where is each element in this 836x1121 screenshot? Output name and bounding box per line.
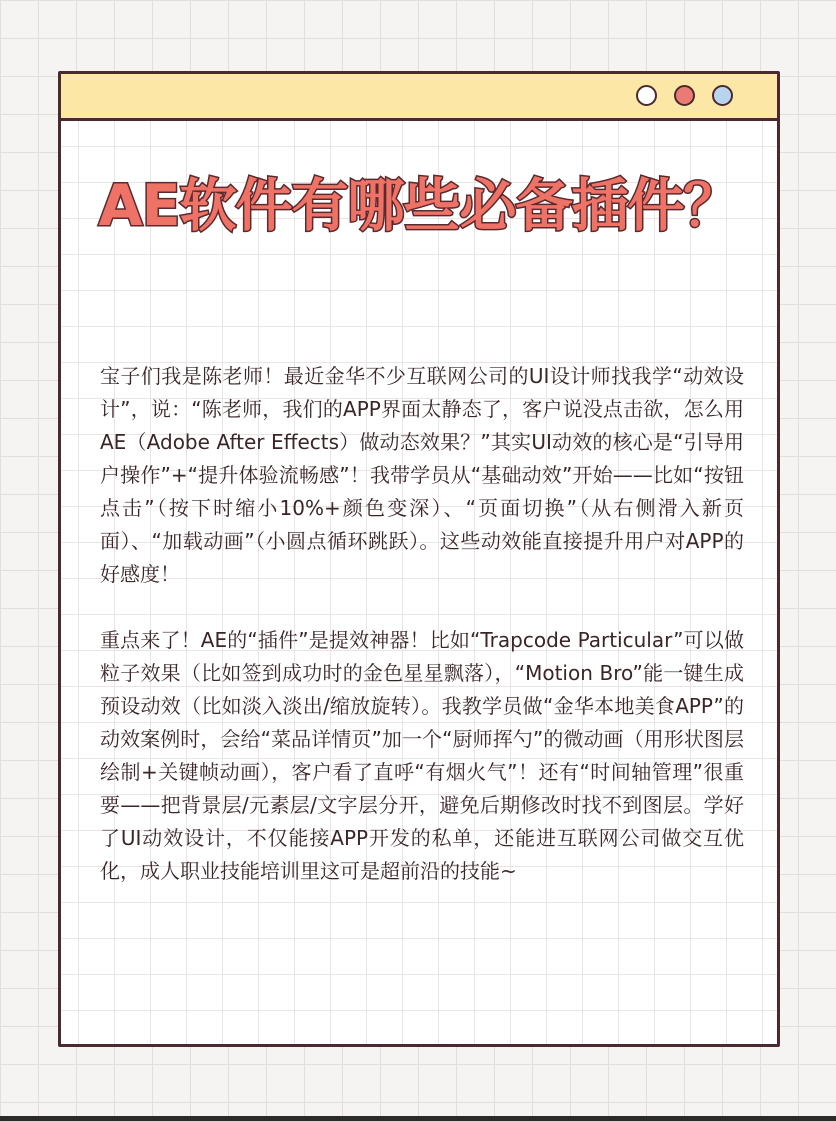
window-frame — [58, 71, 780, 1047]
window-button-red[interactable] — [674, 85, 695, 106]
bottom-edge-bar — [0, 1116, 836, 1121]
paragraph-plugins: 重点来了！AE的“插件”是提效神器！比如“Trapcode Particular”可以做粒子效果（比如签到成功时的金色星星飘落），“Motion Bro”能一键生成预设动效（比如淡入淡出/缩放旋转）。我教学员做“金华本地美食APP”的动效案例时，会给“菜品详情页”加一个“厨师挥勺”的微动画（用形状图层绘制+关键帧动画），客户看了直呼“有烟火气”！还有“时间轴管理”很重要——把背景层/元素层/文字层分开，避免后期修改时找不到图层。学好了UI动效设计，不仅能接APP开发的私单，还能进互联网公司做交互优化，成人职业技能培训里这可是超前沿的技能~ — [100, 628, 744, 883]
window-titlebar — [61, 74, 777, 121]
window-button-blue[interactable] — [712, 85, 733, 106]
paragraph-intro: 宝子们我是陈老师！最近金华不少互联网公司的UI设计师找我学“动效设计”，说：“陈老师，我们的APP界面太静态了，客户说没点击欲，怎么用AE（Adobe After Effects）做动态效果？”其实UI动效的核心是“引导用户操作”+“提升体验流畅感”！我带学员从“基础动效”开始——比如“按钮点击”（按下时缩小10%+颜色变深）、“页面切换”（从右侧滑入新页面）、“加载动画”（小圆点循环跳跃）。这些动效能直接提升用户对APP的好感度！ — [100, 364, 744, 586]
article-body — [100, 360, 744, 888]
window-button-white[interactable] — [636, 85, 657, 106]
page-title: AE软件有哪些必备插件？ — [98, 173, 740, 239]
